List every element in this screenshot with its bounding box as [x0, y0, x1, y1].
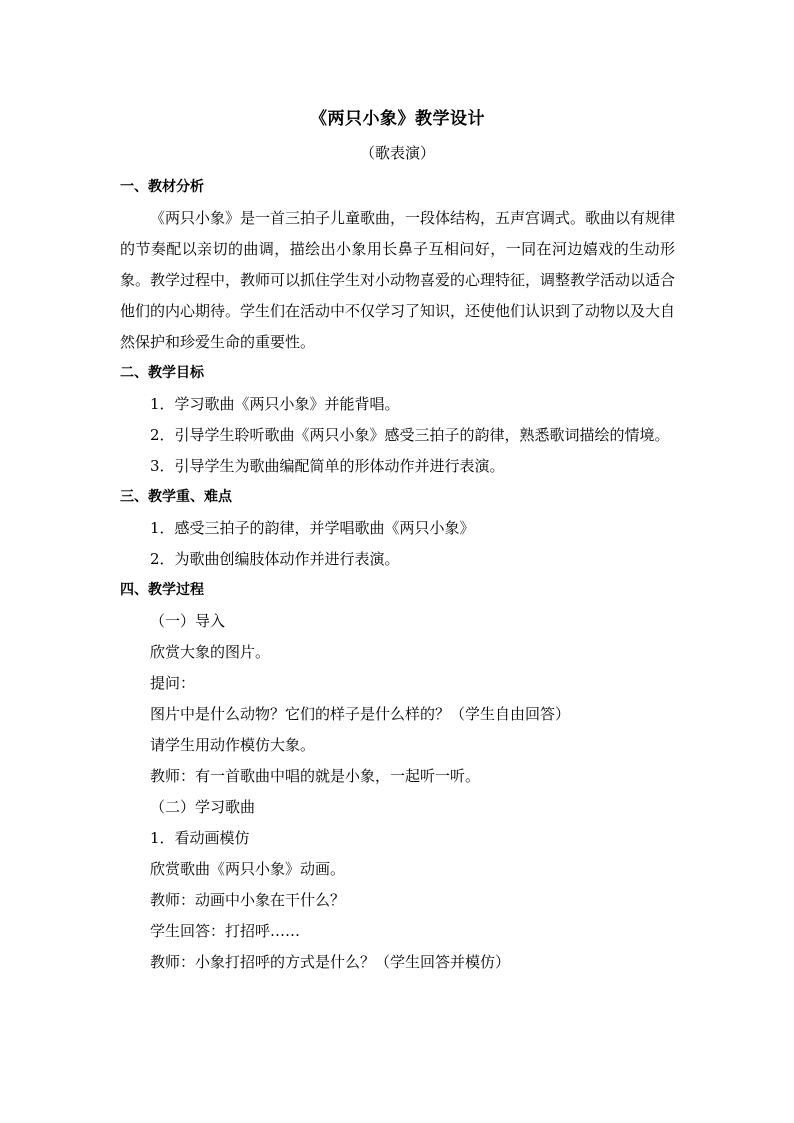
- process-line: 教师：小象打招呼的方式是什么？（学生回答并模仿）: [150, 953, 511, 971]
- process-line: 请学生用动作模仿大象。: [150, 736, 316, 754]
- objective-item: 1．学习歌曲《两只小象》并能背唱。: [150, 395, 400, 413]
- process-part-heading-learn-song: （二）学习歌曲: [150, 798, 256, 816]
- key-point-item: 2．为歌曲创编肢体动作并进行表演。: [150, 550, 400, 568]
- process-line: 教师：有一首歌曲中唱的就是小象，一起听一听。: [150, 767, 481, 785]
- document-subtitle: （歌表演）: [359, 144, 435, 162]
- objective-item: 3．引导学生为歌曲编配简单的形体动作并进行表演。: [150, 457, 505, 475]
- process-line: 图片中是什么动物？它们的样子是什么样的？（学生自由回答）: [150, 705, 571, 723]
- document-title: 《两只小象》教学设计: [310, 109, 485, 129]
- section-heading-objectives: 二、教学目标: [120, 365, 204, 381]
- document-content: [120, 106, 675, 978]
- section-heading-analysis: 一、教材分析: [120, 179, 204, 195]
- key-point-item: 1．感受三拍子的韵律，并学唱歌曲《两只小象》: [150, 519, 475, 537]
- section-heading-key-points: 三、教学重、难点: [120, 489, 232, 505]
- process-line: 1．看动画模仿: [150, 829, 250, 847]
- section-heading-process: 四、教学过程: [120, 582, 204, 598]
- objective-item: 2．引导学生聆听歌曲《两只小象》感受三拍子的韵律，熟悉歌词描绘的情境。: [150, 426, 670, 444]
- analysis-paragraph: 《两只小象》是一首三拍子儿童歌曲，一段体结构，五声宫调式。歌曲以有规律的节奏配以亲切的曲调，描绘出小象用长鼻子互相问好，一同在河边嬉戏的生动形象。教学过程中，教师可以抓住学生对小动物喜爱的心理特征，调整教学活动以适合他们的内心期待。学生们在活动中不仅学习了知识，还使他们认识到了动物以及大自然保护和珍爱生命的重要性。: [120, 209, 676, 351]
- process-line: 学生回答：打招呼……: [150, 922, 301, 940]
- process-part-heading-intro: （一）导入: [150, 612, 226, 630]
- process-line: 教师：动画中小象在干什么？: [150, 891, 346, 909]
- process-line: 欣赏大象的图片。: [150, 643, 271, 661]
- process-line: 提问：: [150, 674, 196, 692]
- process-line: 欣赏歌曲《两只小象》动画。: [150, 860, 346, 878]
